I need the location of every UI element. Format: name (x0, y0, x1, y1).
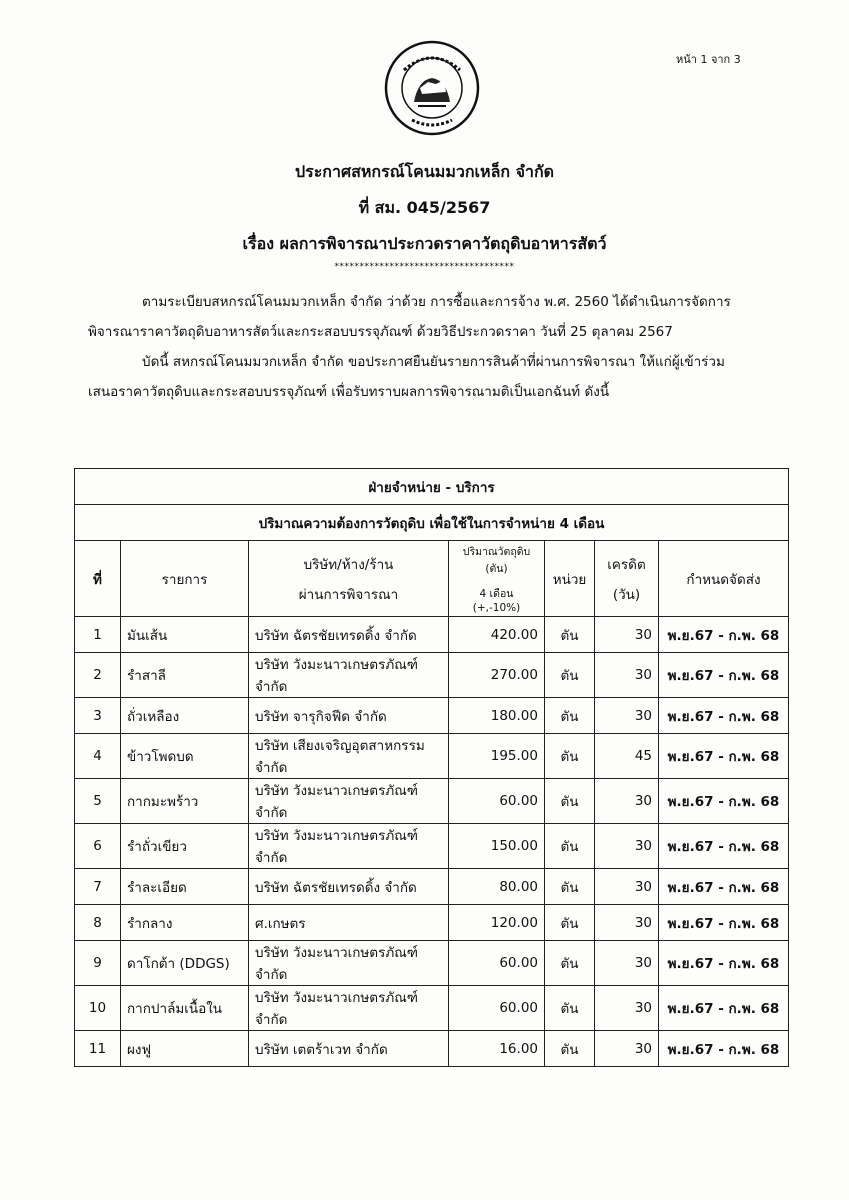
row-company: บริษัท ฉัตรชัยเทรดดิ้ง จำกัด (249, 869, 449, 905)
table-row (75, 869, 789, 905)
table-row (75, 824, 789, 869)
header-unit: หน่วย (545, 541, 595, 617)
row-quantity: 16.00 (449, 1031, 545, 1067)
row-company: บริษัท เตตร้าเวท จำกัด (249, 1031, 449, 1067)
header-quantity-line1: ปริมาณวัตถุดิบ (ตัน) (462, 546, 531, 575)
table-row (75, 941, 789, 986)
row-credit: 45 (595, 734, 659, 779)
row-no: 3 (75, 698, 121, 734)
row-credit: 30 (595, 779, 659, 824)
row-no: 1 (75, 617, 121, 653)
row-company: บริษัท เสียงเจริญอุตสาหกรรม จำกัด (249, 734, 449, 779)
row-no: 11 (75, 1031, 121, 1067)
row-no: 8 (75, 905, 121, 941)
row-quantity: 60.00 (449, 779, 545, 824)
row-delivery: พ.ย.67 - ก.พ. 68 (659, 869, 789, 905)
row-quantity: 195.00 (449, 734, 545, 779)
header-company-line1: บริษัท/ห้าง/ร้าน (303, 556, 394, 573)
row-credit: 30 (595, 905, 659, 941)
row-delivery: พ.ย.67 - ก.พ. 68 (659, 653, 789, 698)
row-item: กากมะพร้าว (121, 779, 249, 824)
row-unit: ตัน (545, 905, 595, 941)
row-item: รำละเอียด (121, 869, 249, 905)
row-credit: 30 (595, 617, 659, 653)
row-quantity: 80.00 (449, 869, 545, 905)
row-unit: ตัน (545, 734, 595, 779)
header-quantity (449, 541, 545, 617)
table-title-department: ฝ่ายจำหน่าย - บริการ (75, 469, 789, 505)
announcement-subject: เรื่อง ผลการพิจารณาประกวดราคาวัตถุดิบอาหารสัตว์ (242, 234, 607, 253)
row-item: มันเส้น (121, 617, 249, 653)
header-no: ที่ (75, 541, 121, 617)
row-delivery: พ.ย.67 - ก.พ. 68 (659, 824, 789, 869)
row-no: 2 (75, 653, 121, 698)
row-no: 10 (75, 986, 121, 1031)
row-quantity: 60.00 (449, 986, 545, 1031)
row-delivery: พ.ย.67 - ก.พ. 68 (659, 617, 789, 653)
row-no: 9 (75, 941, 121, 986)
row-unit: ตัน (545, 986, 595, 1031)
row-no: 4 (75, 734, 121, 779)
paragraph-1-line-1: ตามระเบียบสหกรณ์โคนมมวกเหล็ก จำกัด ว่าด้วย การซื้อและการจ้าง พ.ศ. 2560 ได้ดำเนินการจัดการ (142, 294, 731, 310)
table-row (75, 698, 789, 734)
row-credit: 30 (595, 824, 659, 869)
row-delivery: พ.ย.67 - ก.พ. 68 (659, 941, 789, 986)
table-row (75, 779, 789, 824)
cooperative-seal-logo (384, 40, 480, 136)
announcement-number: ที่ สม. 045/2567 (358, 198, 491, 217)
header-credit-line2: (วัน) (612, 586, 641, 603)
row-credit: 30 (595, 869, 659, 905)
announcement-title: ประกาศสหกรณ์โคนมมวกเหล็ก จำกัด (294, 162, 555, 181)
row-quantity: 180.00 (449, 698, 545, 734)
header-credit (595, 541, 659, 617)
row-quantity: 60.00 (449, 941, 545, 986)
table-row (75, 986, 789, 1031)
row-delivery: พ.ย.67 - ก.พ. 68 (659, 779, 789, 824)
header-credit-line1: เครดิต (607, 556, 646, 573)
row-item: รำสาลี (121, 653, 249, 698)
table-row (75, 653, 789, 698)
header-item: รายการ (121, 541, 249, 617)
row-item: ผงฟู (121, 1031, 249, 1067)
table-row (75, 734, 789, 779)
row-unit: ตัน (545, 941, 595, 986)
row-item: รำถั่วเขียว (121, 824, 249, 869)
row-credit: 30 (595, 986, 659, 1031)
row-unit: ตัน (545, 617, 595, 653)
row-unit: ตัน (545, 869, 595, 905)
row-unit: ตัน (545, 779, 595, 824)
row-credit: 30 (595, 941, 659, 986)
row-credit: 30 (595, 1031, 659, 1067)
paragraph-1-line-2: พิจารณาราคาวัตถุดิบอาหารสัตว์และกระสอบบรรจุภัณฑ์ ด้วยวิธีประกวดราคา วันที่ 25 ตุลาคม 2567 (88, 324, 673, 340)
row-company: บริษัท จารุกิจฟีด จำกัด (249, 698, 449, 734)
row-unit: ตัน (545, 653, 595, 698)
row-quantity: 420.00 (449, 617, 545, 653)
row-item: รำกลาง (121, 905, 249, 941)
row-quantity: 270.00 (449, 653, 545, 698)
row-unit: ตัน (545, 698, 595, 734)
row-unit: ตัน (545, 824, 595, 869)
row-delivery: พ.ย.67 - ก.พ. 68 (659, 734, 789, 779)
row-item: ดาโกต้า (DDGS) (121, 941, 249, 986)
row-item: ถั่วเหลือง (121, 698, 249, 734)
row-no: 5 (75, 779, 121, 824)
row-company: บริษัท วังมะนาวเกษตรภัณฑ์ จำกัด (249, 824, 449, 869)
row-quantity: 120.00 (449, 905, 545, 941)
separator-stars: ************************************ (334, 262, 515, 272)
table-header-row (75, 541, 789, 617)
table-row (75, 1031, 789, 1067)
row-credit: 30 (595, 653, 659, 698)
row-no: 6 (75, 824, 121, 869)
row-item: กากปาล์มเนื้อใน (121, 986, 249, 1031)
header-delivery: กำหนดจัดส่ง (659, 541, 789, 617)
table-title-quantity: ปริมาณความต้องการวัตถุดิบ เพื่อใช้ในการจำหน่าย 4 เดือน (75, 505, 789, 541)
header-company (249, 541, 449, 617)
row-delivery: พ.ย.67 - ก.พ. 68 (659, 905, 789, 941)
row-company: บริษัท วังมะนาวเกษตรภัณฑ์ จำกัด (249, 779, 449, 824)
row-company: บริษัท วังมะนาวเกษตรภัณฑ์ จำกัด (249, 941, 449, 986)
header-quantity-line2: 4 เดือน (+,-10%) (472, 588, 521, 614)
row-delivery: พ.ย.67 - ก.พ. 68 (659, 986, 789, 1031)
row-company: บริษัท ฉัตรชัยเทรดดิ้ง จำกัด (249, 617, 449, 653)
row-quantity: 150.00 (449, 824, 545, 869)
paragraph-2-line-1: บัดนี้ สหกรณ์โคนมมวกเหล็ก จำกัด ขอประกาศยืนยันรายการสินค้าที่ผ่านการพิจารณา ให้แก่ผู้เข้าร่วม (142, 354, 725, 370)
row-delivery: พ.ย.67 - ก.พ. 68 (659, 1031, 789, 1067)
row-credit: 30 (595, 698, 659, 734)
table-row (75, 617, 789, 653)
row-company: บริษัท วังมะนาวเกษตรภัณฑ์ จำกัด (249, 653, 449, 698)
row-item: ข้าวโพดบด (121, 734, 249, 779)
paragraph-2-line-2: เสนอราคาวัตถุดิบและกระสอบบรรจุภัณฑ์ เพื่อรับทราบผลการพิจารณามติเป็นเอกฉันท์ ดังนี้ (88, 384, 610, 400)
row-company: บริษัท วังมะนาวเกษตรภัณฑ์ จำกัด (249, 986, 449, 1031)
row-company: ศ.เกษตร (249, 905, 449, 941)
row-delivery: พ.ย.67 - ก.พ. 68 (659, 698, 789, 734)
page-number: หน้า 1 จาก 3 (676, 53, 741, 66)
header-company-line2: ผ่านการพิจารณา (298, 586, 399, 603)
results-table-container (74, 468, 788, 1067)
row-no: 7 (75, 869, 121, 905)
table-row (75, 905, 789, 941)
row-unit: ตัน (545, 1031, 595, 1067)
results-table (74, 468, 789, 1067)
